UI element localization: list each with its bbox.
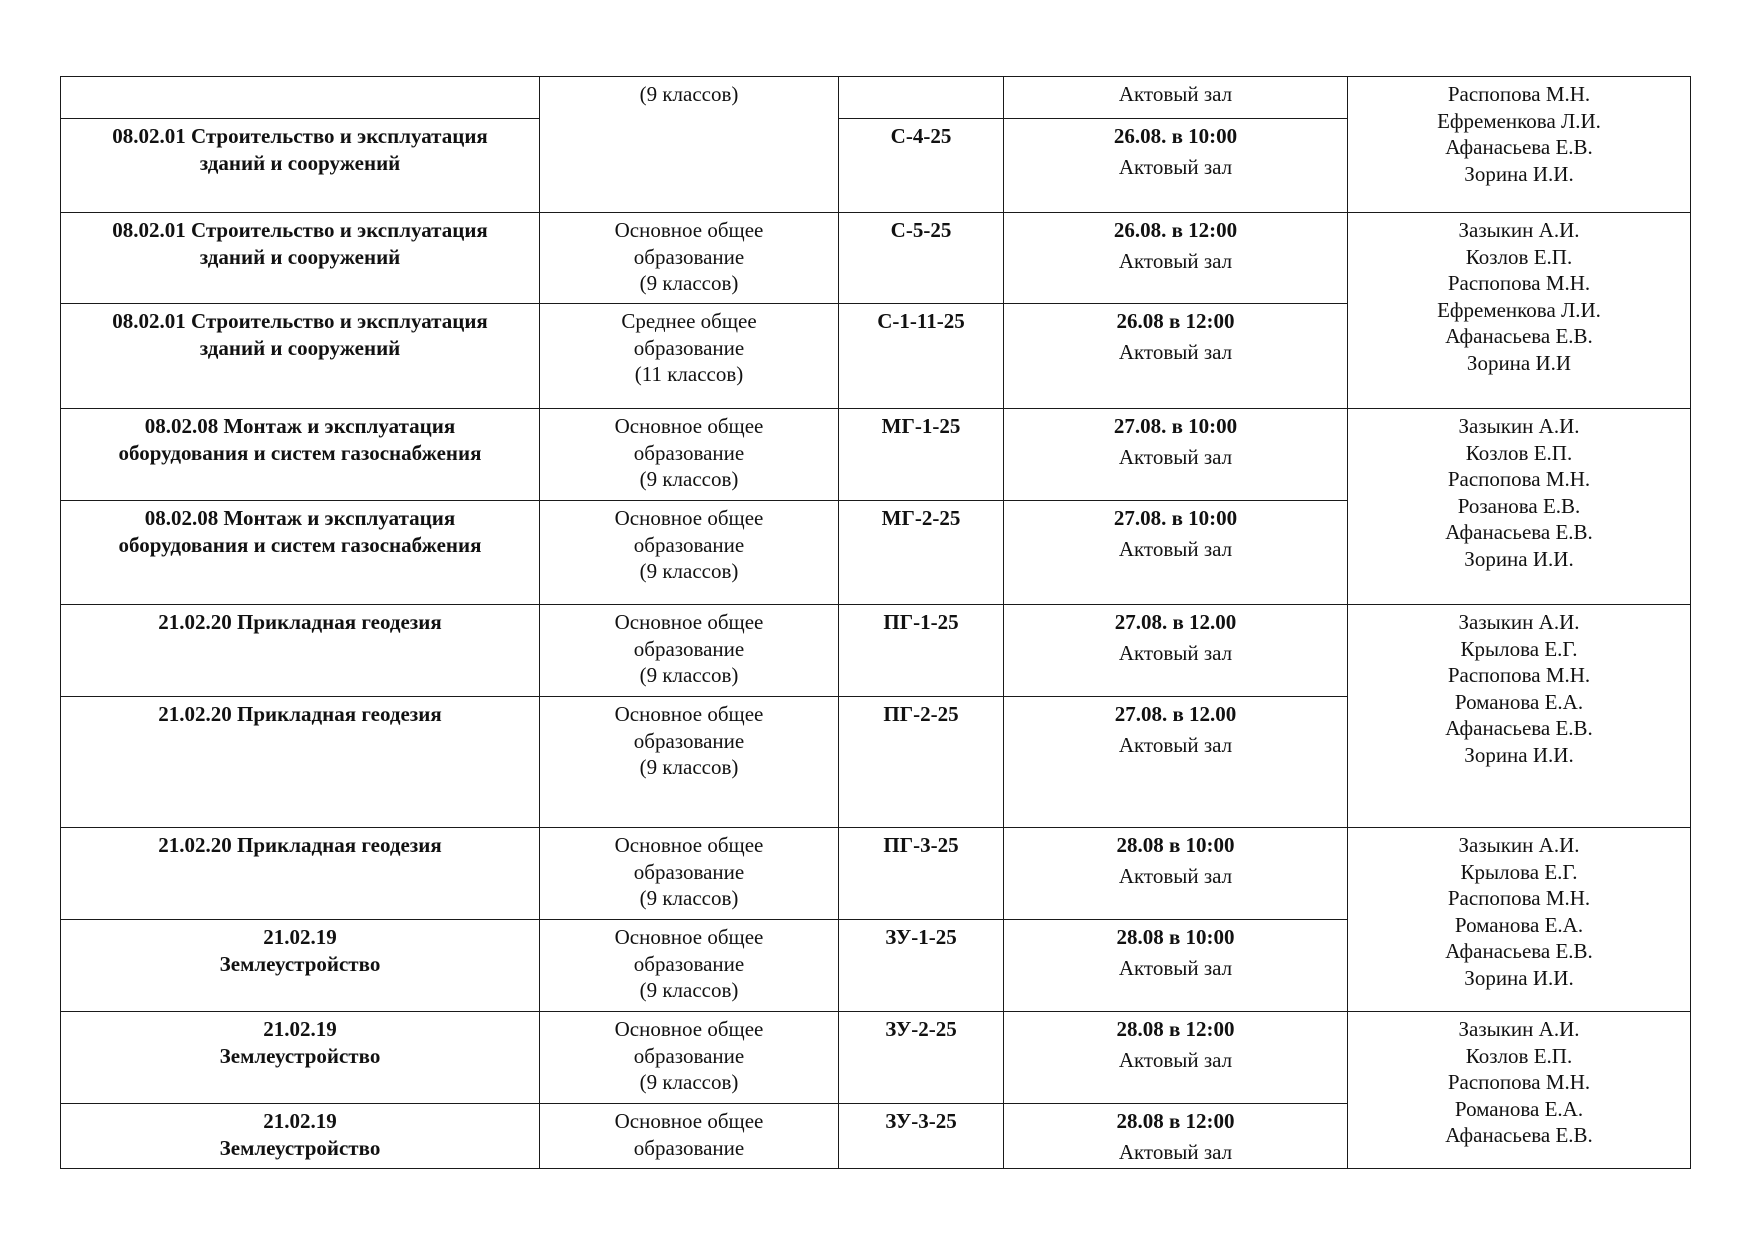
specialty-line: зданий и сооружений [199,244,401,269]
specialty-line: оборудования и систем газоснабжения [118,440,482,465]
specialty-line: 21.02.19 [263,1109,337,1133]
specialty-cell [61,409,540,501]
specialty-cell [61,1104,540,1169]
education-line: Основное общее [614,610,764,634]
education-line: Основное общее [614,702,764,726]
commission-member: Зорина И.И. [1464,742,1574,767]
specialty-line: 21.02.20 Прикладная геодезия [158,610,442,634]
education-line: образование [633,440,745,465]
education-cell [540,697,839,828]
commission-member: Романова Е.А. [1454,689,1584,714]
group-code-cell: ПГ-1-25 [839,605,1004,697]
specialty-line: Землеустройство [219,1135,381,1160]
exam-date: 26.08. в 10:00 [1113,124,1238,148]
education-line: Основное общее [614,414,764,438]
date-place-cell [1004,1012,1348,1104]
date-place-cell [1004,304,1348,409]
commission-member: Афанасьева Е.В. [1445,1123,1593,1147]
specialty-line: Землеустройство [219,951,381,976]
schedule-table-body [61,77,1691,1169]
specialty-line: 08.02.01 Строительство и эксплуатация [112,309,488,333]
specialty-cell [61,1012,540,1104]
commission-member: Крылова Е.Г. [1460,636,1578,661]
exam-venue: Актовый зал [1118,1139,1233,1164]
exam-date: 26.08. в 12:00 [1113,218,1238,242]
date-place-cell [1004,1104,1348,1169]
specialty-line: оборудования и систем газоснабжения [118,532,482,557]
commission-member: Ефременкова Л.И. [1437,108,1601,133]
exam-venue: Актовый зал [1118,732,1233,757]
commission-member: Зорина И.И [1466,350,1572,375]
exam-venue: Актовый зал [1118,154,1233,179]
commission-member: Афанасьева Е.В. [1445,324,1593,348]
education-cell [540,213,839,304]
specialty-line: 08.02.01 Строительство и эксплуатация [112,218,488,242]
commission-member: Зорина И.И. [1464,546,1574,571]
exam-venue: Актовый зал [1118,536,1233,561]
commission-member: Зазыкин А.И. [1458,610,1580,634]
schedule-document [60,76,1691,1169]
education-cell [540,501,839,605]
education-cell [540,409,839,501]
education-line: (9 классов) [639,271,739,295]
group-code-cell: ЗУ-3-25 [839,1104,1004,1169]
date-place-cell [1004,697,1348,828]
education-line: образование [633,859,745,884]
commission-cell [1348,605,1691,828]
education-cell [540,77,839,213]
date-place-cell [1004,119,1348,213]
education-line: (9 классов) [639,886,739,910]
education-line: Основное общее [614,218,764,242]
commission-member: Крылова Е.Г. [1460,859,1578,884]
date-place-cell [1004,920,1348,1012]
commission-member: Козлов Е.П. [1465,1043,1573,1068]
specialty-cell [61,501,540,605]
commission-cell [1348,1012,1691,1169]
commission-member: Зазыкин А.И. [1458,1017,1580,1041]
group-code-cell: ПГ-2-25 [839,697,1004,828]
education-line: (11 классов) [634,362,744,386]
education-line: образование [633,636,745,661]
education-line: (9 классов) [639,559,739,583]
commission-cell [1348,77,1691,213]
exam-date: 27.08. в 12.00 [1114,610,1237,634]
specialty-line: зданий и сооружений [199,335,401,360]
commission-member: Распопова М.Н. [1447,886,1591,910]
education-cell [540,304,839,409]
commission-member: Козлов Е.П. [1465,440,1573,465]
exam-date: 28.08 в 12:00 [1116,1017,1235,1041]
date-place-cell [1004,828,1348,920]
table-row [61,213,1691,304]
commission-member: Романова Е.А. [1454,1096,1584,1121]
exam-date: 27.08. в 10:00 [1113,506,1238,530]
commission-member: Зорина И.И. [1464,965,1574,990]
exam-venue: Актовый зал [1118,863,1233,888]
education-line: (9 классов) [639,1070,739,1094]
date-place-cell [1004,605,1348,697]
specialty-cell [61,828,540,920]
education-line: образование [633,532,745,557]
exam-venue: Актовый зал [1118,955,1233,980]
exam-venue: Актовый зал [1118,248,1233,273]
table-row [61,409,1691,501]
exam-venue: Актовый зал [1118,444,1233,469]
commission-member: Зазыкин А.И. [1458,218,1580,242]
commission-member: Афанасьева Е.В. [1445,520,1593,544]
specialty-line: зданий и сооружений [199,150,401,175]
group-code-cell: МГ-2-25 [839,501,1004,605]
education-line: Основное общее [614,925,764,949]
commission-member: Распопова М.Н. [1447,271,1591,295]
education-cell [540,1104,839,1169]
commission-cell [1348,409,1691,605]
group-code-cell: ЗУ-2-25 [839,1012,1004,1104]
group-code-cell: ПГ-3-25 [839,828,1004,920]
commission-member: Зазыкин А.И. [1458,833,1580,857]
exam-venue: Актовый зал [1118,82,1233,106]
education-line: Основное общее [614,1109,764,1133]
specialty-cell [61,697,540,828]
education-line: (9 классов) [639,978,739,1002]
table-row [61,828,1691,920]
education-line: (9 классов) [639,663,739,687]
exam-date: 28.08 в 10:00 [1116,925,1235,949]
specialty-line: 21.02.19 [263,1017,337,1041]
specialty-line: 08.02.01 Строительство и эксплуатация [112,124,488,148]
commission-cell [1348,213,1691,409]
group-code-cell [839,77,1004,119]
commission-member: Распопова М.Н. [1447,1070,1591,1094]
education-line: Среднее общее [621,309,757,333]
table-row [61,1012,1691,1104]
date-place-cell [1004,501,1348,605]
specialty-line: 21.02.19 [263,925,337,949]
specialty-line: 08.02.08 Монтаж и эксплуатация [144,506,456,530]
table-row [61,605,1691,697]
education-line: образование [633,335,745,360]
commission-member: Афанасьева Е.В. [1445,939,1593,963]
commission-member: Розанова Е.В. [1457,493,1581,518]
commission-member: Афанасьева Е.В. [1445,135,1593,159]
exam-venue: Актовый зал [1118,339,1233,364]
commission-member: Распопова М.Н. [1447,663,1591,687]
exam-date: 27.08. в 10:00 [1113,414,1238,438]
specialty-cell [61,77,540,119]
commission-member: Афанасьева Е.В. [1445,716,1593,740]
specialty-cell [61,119,540,213]
education-cell [540,920,839,1012]
education-line: (9 классов) [639,82,739,106]
exam-venue: Актовый зал [1118,1047,1233,1072]
date-place-cell [1004,409,1348,501]
group-code-cell: С-1-11-25 [839,304,1004,409]
education-line: (9 классов) [639,467,739,491]
group-code-cell: МГ-1-25 [839,409,1004,501]
specialty-cell [61,920,540,1012]
education-line: образование [633,1135,745,1160]
commission-member: Романова Е.А. [1454,912,1584,937]
exam-date: 28.08 в 12:00 [1116,1109,1235,1133]
education-cell [540,1012,839,1104]
specialty-line: 21.02.20 Прикладная геодезия [158,702,442,726]
exam-date: 28.08 в 10:00 [1116,833,1235,857]
education-line: образование [633,244,745,269]
education-line: образование [633,728,745,753]
exam-schedule-table [60,76,1691,1169]
specialty-line: Землеустройство [219,1043,381,1068]
commission-member: Ефременкова Л.И. [1437,297,1601,322]
commission-member: Зорина И.И. [1464,161,1574,186]
group-code-cell: ЗУ-1-25 [839,920,1004,1012]
specialty-cell [61,304,540,409]
exam-date: 26.08 в 12:00 [1116,309,1235,333]
commission-member: Зазыкин А.И. [1458,414,1580,438]
commission-member: Козлов Е.П. [1465,244,1573,269]
exam-venue: Актовый зал [1118,640,1233,665]
group-code-cell: С-5-25 [839,213,1004,304]
group-code-cell: С-4-25 [839,119,1004,213]
date-place-cell [1004,213,1348,304]
education-cell [540,828,839,920]
commission-member: Распопова М.Н. [1447,467,1591,491]
education-line: (9 классов) [639,755,739,779]
exam-date: 27.08. в 12.00 [1114,702,1237,726]
table-row [61,77,1691,119]
education-line: Основное общее [614,506,764,530]
education-line: образование [633,1043,745,1068]
commission-member: Распопова М.Н. [1447,82,1591,106]
commission-cell [1348,828,1691,1012]
specialty-line: 08.02.08 Монтаж и эксплуатация [144,414,456,438]
specialty-line: 21.02.20 Прикладная геодезия [158,833,442,857]
specialty-cell [61,605,540,697]
education-cell [540,605,839,697]
education-line: Основное общее [614,833,764,857]
education-line: образование [633,951,745,976]
specialty-cell [61,213,540,304]
education-line: Основное общее [614,1017,764,1041]
date-place-cell [1004,77,1348,119]
